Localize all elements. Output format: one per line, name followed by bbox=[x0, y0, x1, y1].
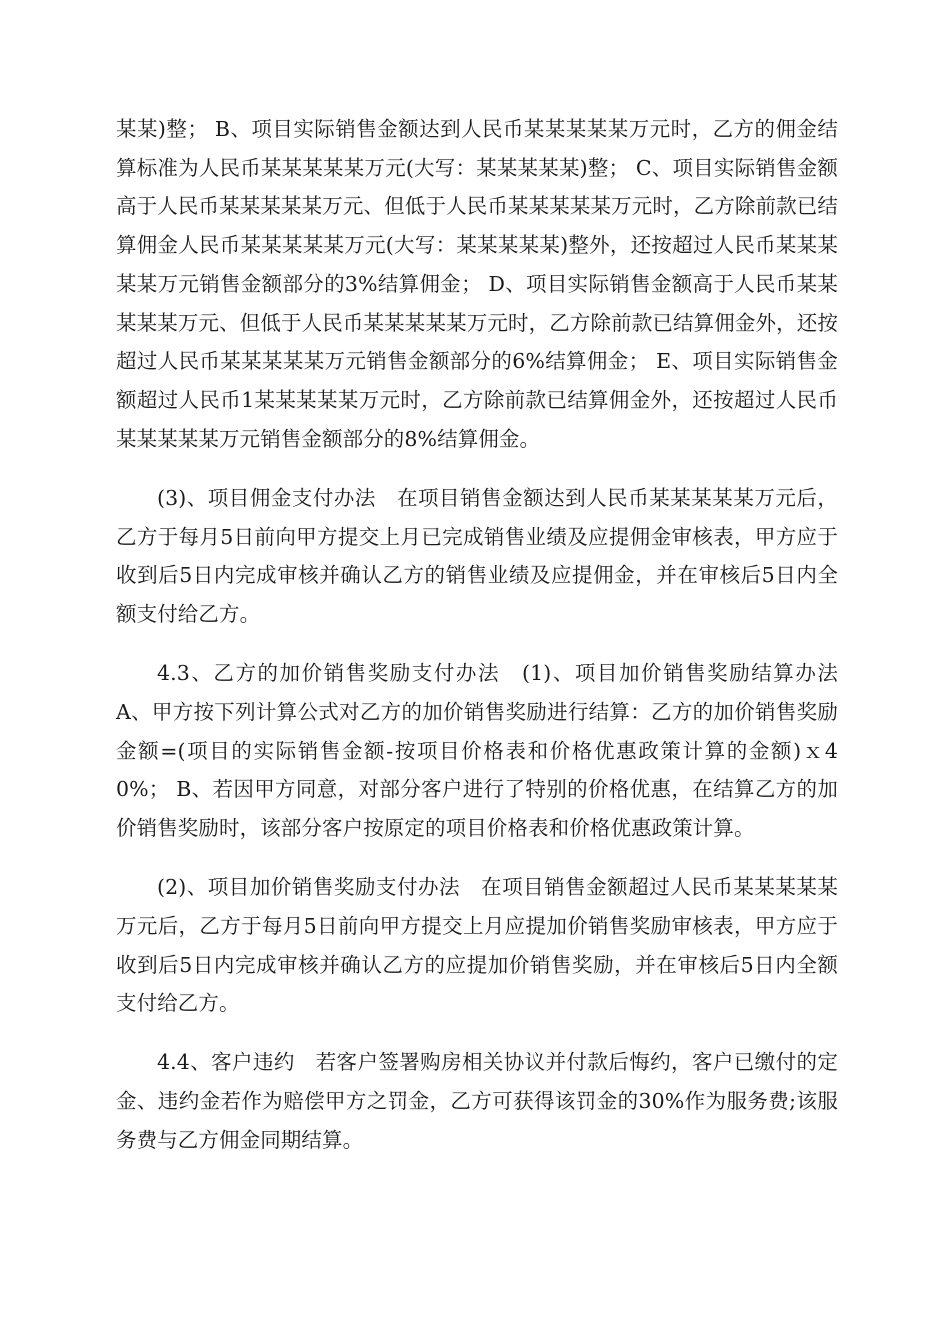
paragraph-customer-default: 4.4、客户违约 若客户签署购房相关协议并付款后悔约，客户已缴付的定金、违约金若作为赔偿甲方之罚金，乙方可获得该罚金的30%作为服务费;该服务费与乙方佣金同期结算。 bbox=[116, 1050, 838, 1152]
paragraph-commission-payment: (3)、项目佣金支付办法 在项目销售金额达到人民币某某某某某万元后，乙方于每月5日前向甲方提交上月已完成销售业绩及应提佣金审核表，甲方应于收到后5日内完成审核并确认乙方的销售业绩及应提佣金，并在审核后5日内全额支付给乙方。 bbox=[116, 485, 838, 626]
paragraph-premium-bonus-payment: (2)、项目加价销售奖励支付办法 在项目销售金额超过人民币某某某某某万元后，乙方于每月5日前向甲方提交上月应提加价销售奖励审核表，甲方应于收到后5日内完成审核并确认乙方的应提加价销售奖励，并在审核后5日内全额支付给乙方。 bbox=[116, 875, 838, 1016]
paragraph-premium-bonus-settlement: 4.3、乙方的加价销售奖励支付办法 (1)、项目加价销售奖励结算办法 A、甲方按下列计算公式对乙方的加价销售奖励进行结算：乙方的加价销售奖励金额=(项目的实际销售金额-按项目价格表和价格优惠政策计算的金额)ｘ40%； B、若因甲方同意，对部分客户进行了特别的价格优惠，在结算乙方的加价销售奖励时，该部分客户按原定的项目价格表和价格优惠政策计算。 bbox=[116, 661, 859, 840]
document-body bbox=[116, 110, 859, 1180]
paragraph-commission-tiers: 某某)整； B、项目实际销售金额达到人民币某某某某某万元时，乙方的佣金结算标准为人民币某某某某某万元(大写：某某某某某)整； C、项目实际销售金额高于人民币某某某某某万元、但低于人民币某某某某某万元时，乙方除前款已结算佣金人民币某某某某某万元(大写：某某某某某)整外，还按超过人民币某某某某某万元销售金额部分的3%结算佣金； D、项目实际销售金额高于人民币某某某某某万元、但低于人民币某某某某某万元时，乙方除前款已结算佣金外，还按超过人民币某某某某某万元销售金额部分的6%结算佣金； E、项目实际销售金额超过人民币1某某某某某万元时，乙方除前款已结算佣金外，还按超过人民币某某某某某万元销售金额部分的8%结算佣金。 bbox=[116, 117, 838, 451]
